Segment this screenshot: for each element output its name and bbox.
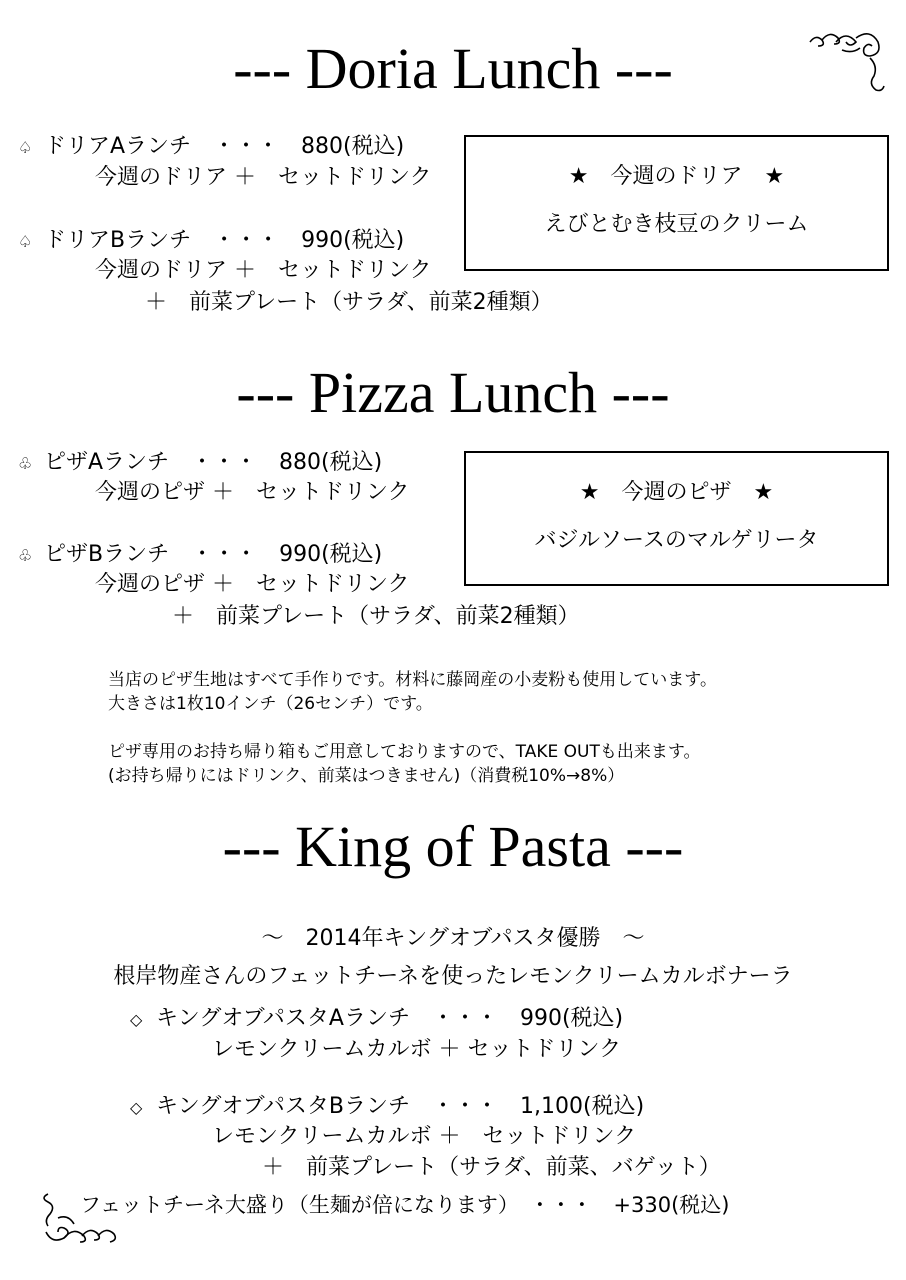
doria-a-detail: 今週のドリア ＋ セットドリンク	[95, 165, 432, 190]
pasta-a-detail: レモンクリームカルボ ＋ セットドリンク	[212, 1037, 622, 1062]
pasta-extra-option: フェットチーネ大盛り（生麺が倍になります） ・・・ +330(税込)	[80, 1193, 730, 1217]
spade-bullet-icon: ♤	[18, 232, 33, 251]
pasta-b-name: ◇ キングオブパスタBランチ ・・・ 1,100(税込)	[130, 1094, 645, 1119]
doria-weekly-item: えびとむき枝豆のクリーム	[544, 212, 809, 237]
pizza-b-name: ♧ ピザBランチ ・・・ 990(税込)	[18, 542, 383, 567]
pasta-a-name: ◇ キングオブパスタAランチ ・・・ 990(税込)	[130, 1006, 624, 1031]
pizza-a-name: ♧ ピザAランチ ・・・ 880(税込)	[18, 450, 383, 475]
doria-weekly-box	[464, 135, 889, 271]
pizza-b-extra: ＋ 前菜プレート（サラダ、前菜2種類）	[172, 604, 580, 629]
pizza-weekly-item: バジルソースのマルゲリータ	[534, 528, 819, 553]
pasta-b-detail: レモンクリームカルボ ＋ セットドリンク	[212, 1124, 637, 1149]
pizza-weekly-header: ★ 今週のピザ ★	[579, 480, 774, 505]
pasta-section-title: --- King of Pasta ---	[222, 814, 684, 879]
pizza-note-3: ピザ専用のお持ち帰り箱もご用意しておりますので、TAKE OUTも出来ます。	[108, 742, 701, 762]
diamond-bullet-icon: ◇	[130, 1098, 143, 1117]
pizza-section-title: --- Pizza Lunch ---	[236, 360, 670, 425]
club-bullet-icon: ♧	[18, 454, 33, 473]
doria-b-detail: 今週のドリア ＋ セットドリンク	[95, 258, 432, 283]
doria-weekly-header: ★ 今週のドリア ★	[568, 164, 785, 189]
pizza-note-2: 大きさは1枚10インチ（26センチ）です。	[108, 694, 433, 714]
pizza-b-detail: 今週のピザ ＋ セットドリンク	[95, 572, 410, 597]
doria-section-title: --- Doria Lunch ---	[233, 36, 673, 101]
doria-b-name: ♤ ドリアBランチ ・・・ 990(税込)	[18, 228, 405, 253]
pasta-description: 根岸物産さんのフェットチーネを使ったレモンクリームカルボナーラ	[113, 964, 793, 989]
pizza-note-4: (お持ち帰りにはドリンク、前菜はつきません)（消費税10%→8%）	[108, 766, 625, 786]
spade-bullet-icon: ♤	[18, 138, 33, 157]
pizza-note-1: 当店のピザ生地はすべて手作りです。材料に藤岡産の小麦粉も使用しています。	[108, 670, 717, 690]
pizza-a-detail: 今週のピザ ＋ セットドリンク	[95, 480, 410, 505]
doria-b-extra: ＋ 前菜プレート（サラダ、前菜2種類）	[145, 290, 553, 315]
pasta-b-extra: ＋ 前菜プレート（サラダ、前菜、バゲット）	[262, 1155, 721, 1180]
pizza-weekly-box	[464, 451, 889, 586]
pasta-subtitle: ～ 2014年キングオブパスタ優勝 ～	[261, 926, 645, 951]
club-bullet-icon: ♧	[18, 546, 33, 565]
doria-a-name: ♤ ドリアAランチ ・・・ 880(税込)	[18, 134, 405, 159]
diamond-bullet-icon: ◇	[130, 1010, 143, 1029]
